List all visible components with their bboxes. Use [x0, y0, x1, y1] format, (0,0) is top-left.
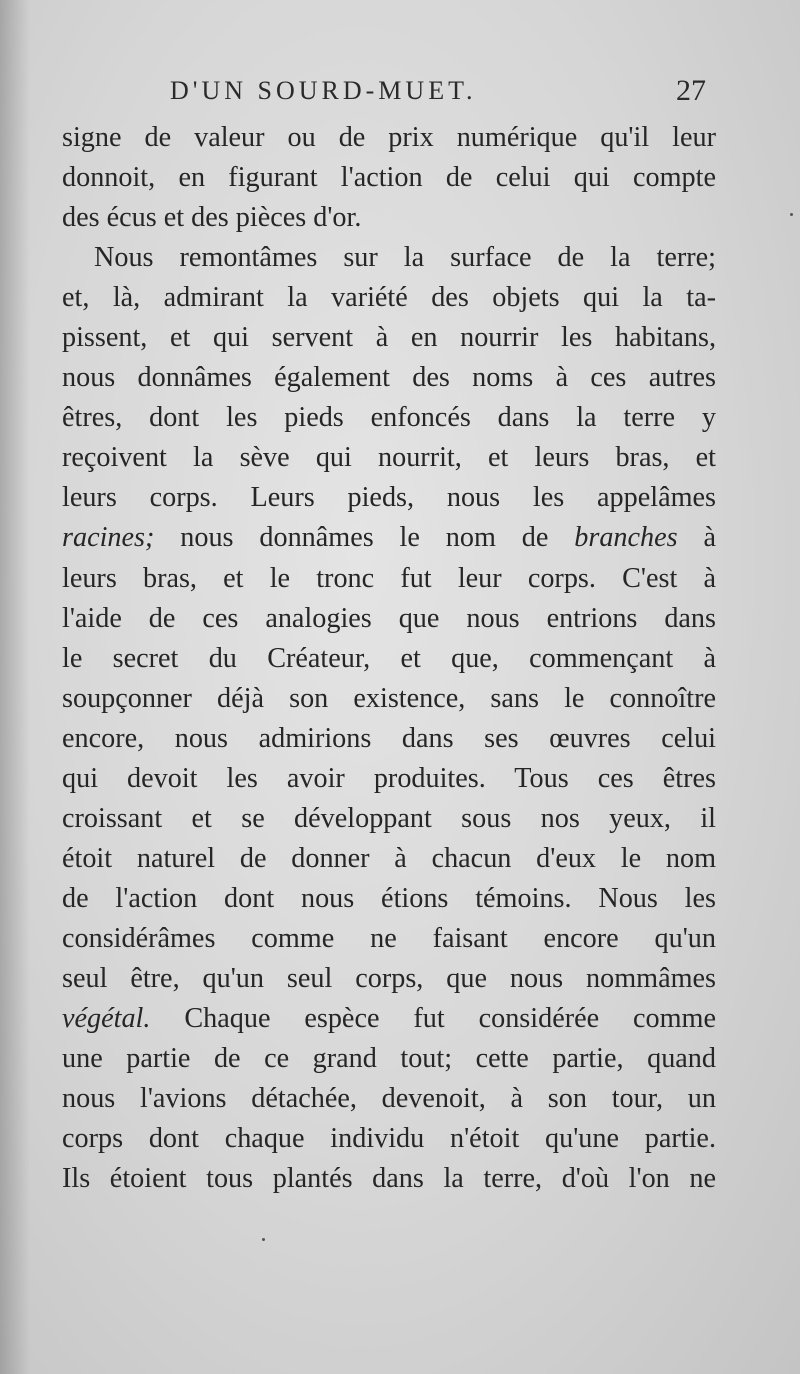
text-line — [62, 1119, 716, 1159]
text-line — [62, 158, 716, 198]
text-run: soupçonner déjà son existence, sans le connoître — [62, 682, 716, 714]
text-run: Chaque espèce fut considérée comme — [150, 1003, 716, 1035]
text-line — [62, 919, 716, 959]
text-run: de l'action dont nous étions témoins. Nous les — [62, 882, 716, 914]
text-line — [62, 238, 716, 278]
text-line — [62, 358, 716, 398]
text-line — [62, 679, 716, 719]
text-run: reçoivent la sève qui nourrit, et leurs bras, et — [62, 442, 716, 474]
text-line — [62, 1159, 716, 1199]
text-run: considérâmes comme ne faisant encore qu'un — [62, 922, 716, 954]
body-text — [62, 118, 716, 1199]
text-run: nous l'avions détachée, devenoit, à son tour, un — [62, 1083, 716, 1115]
text-line — [62, 438, 716, 478]
text-line — [62, 719, 716, 759]
running-title: D'UN SOURD-MUET. — [170, 76, 477, 105]
text-run: encore, nous admirions dans ses œuvres celui — [62, 722, 716, 754]
text-run: Nous remontâmes sur la surface de la terre; — [94, 242, 716, 274]
text-run: qui devoit les avoir produites. Tous ces êtres — [62, 762, 716, 794]
text-run: une partie de ce grand tout; cette partie, quand — [62, 1043, 716, 1075]
text-line — [62, 759, 716, 799]
text-line — [62, 639, 716, 679]
text-run: Ils étoient tous plantés dans la terre, d'où l'on ne — [62, 1163, 716, 1195]
text-line — [62, 799, 716, 839]
text-line — [62, 278, 716, 318]
text-run: pissent, et qui servent à en nourrir les habitans, — [62, 322, 716, 354]
binding-shadow — [0, 0, 30, 1374]
text-line — [62, 559, 716, 599]
text-run: à — [677, 522, 716, 554]
text-line — [62, 398, 716, 438]
text-run: êtres, dont les pieds enfoncés dans la terre y — [62, 402, 716, 434]
text-line — [62, 959, 716, 999]
text-run: donnoit, en figurant l'action de celui qui compte — [62, 162, 716, 194]
text-line — [62, 518, 716, 558]
text-run: croissant et se développant sous nos yeux, il — [62, 802, 716, 834]
text-run: leurs bras, et le tronc fut leur corps. C'est à — [62, 562, 716, 594]
text-run: des écus et des pièces d'or. — [62, 202, 362, 234]
text-run: le secret du Créateur, et que, commençant à — [62, 642, 716, 674]
text-line — [62, 1079, 716, 1119]
page-number: 27 — [676, 74, 706, 107]
text-line — [62, 599, 716, 639]
paper-speck — [790, 213, 793, 216]
paper-speck — [262, 1238, 265, 1241]
page-header — [0, 74, 800, 114]
text-line — [62, 478, 716, 518]
text-run: et, là, admirant la variété des objets qui la ta- — [62, 282, 716, 314]
text-line — [62, 118, 716, 158]
italic-term: branches — [574, 522, 678, 554]
italic-term: racines; — [62, 522, 155, 554]
text-run: signe de valeur ou de prix numérique qu'il leur — [62, 122, 716, 153]
text-line — [62, 1039, 716, 1079]
italic-term: végétal. — [62, 1003, 151, 1035]
text-run: leurs corps. Leurs pieds, nous les appelâmes — [62, 482, 716, 514]
text-run: étoit naturel de donner à chacun d'eux le nom — [62, 842, 716, 874]
text-line — [62, 839, 716, 879]
text-run: corps dont chaque individu n'étoit qu'une partie. — [62, 1123, 716, 1155]
text-line — [62, 318, 716, 358]
text-run: seul être, qu'un seul corps, que nous nommâmes — [62, 962, 716, 994]
text-run: nous donnâmes le nom de — [154, 522, 575, 554]
text-line — [62, 999, 716, 1039]
text-line — [62, 879, 716, 919]
text-run: l'aide de ces analogies que nous entrions dans — [62, 602, 716, 634]
text-run: nous donnâmes également des noms à ces autres — [62, 362, 716, 394]
text-line — [62, 198, 716, 238]
